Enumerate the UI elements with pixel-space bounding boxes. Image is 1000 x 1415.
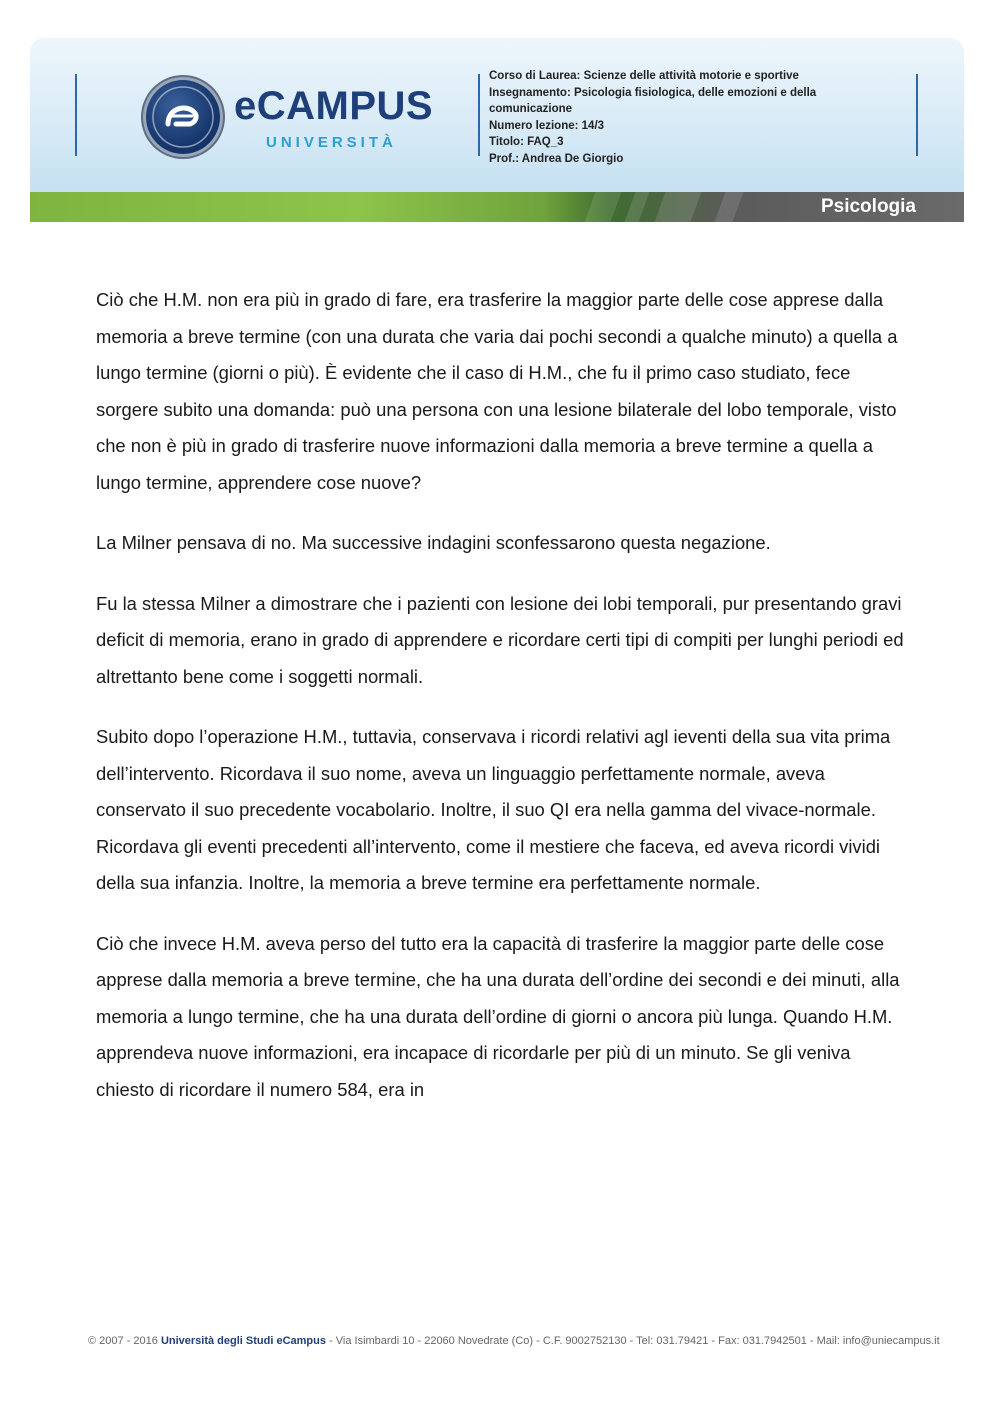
lesson-number: Numero lezione: 14/3	[489, 119, 605, 132]
footer-details: - Via Isimbardi 10 - 22060 Novedrate (Co) - C.F. 9002752130 - Tel: 031.79421 - Fax: 031.7942501 - Mail: info@uniecampus.it	[325, 1335, 940, 1347]
course-subject-continued: comunicazione	[489, 103, 573, 116]
paragraph: Ciò che invece H.M. aveva perso del tutto era la capacità di trasferire la maggior parte delle cose apprese dalla memoria a breve termine, che ha una durata dell’ordine dei secondi e dei minuti, alla memoria a lungo termine, che ha una durata dell’ordine di giorni o ancora più lunga. Quando H.M. apprendeva nuove informazioni, era incapace di ricordarle per più di un minuto. Se gli veniva chiesto di ricordare il numero 584, era in	[96, 932, 900, 1100]
course-info	[489, 68, 889, 168]
paragraph: Ciò che H.M. non era più in grado di fare, era trasferire la maggior parte delle cose apprese dalla memoria a breve termine (con una durata che varia dai pochi secondi a qualche minuto) a quella a lungo termine (giorni o più). È evidente che il caso di H.M., che fu il primo caso studiato, fece sorgere subito una domanda: può una persona con una lesione bilaterale del lobo temporale, visto che non è più in grado di trasferire nuove informazioni dalla memoria a breve termine a quella a lungo termine, apprendere cose nuove?	[96, 289, 898, 493]
header-divider-left	[75, 74, 77, 156]
logo-subtitle: UNIVERSITÀ	[266, 134, 397, 151]
course-degree: Corso di Laurea: Scienze delle attività motorie e sportive	[489, 70, 799, 82]
subject-banner	[30, 192, 964, 222]
document-header	[30, 38, 964, 222]
lesson-title: Titolo: FAQ_3	[489, 136, 564, 149]
paragraph: Fu la stessa Milner a dimostrare che i pazienti con lesione dei lobi temporali, pur presentando gravi deficit di memoria, erano in grado di apprendere e ricordare certi tipi di compiti per lunghi periodi ed altrettanto bene come i soggetti normali.	[96, 592, 904, 687]
logo-badge-icon	[146, 80, 220, 154]
document-body	[96, 282, 911, 1132]
footer-university: Università degli Studi eCampus	[160, 1335, 326, 1347]
ecampus-logo	[146, 80, 436, 160]
footer-copyright: © 2007 - 2016	[88, 1335, 161, 1347]
logo-title: eCAMPUS	[234, 84, 434, 128]
subject-label: Psicologia	[820, 196, 916, 217]
course-subject: Insegnamento: Psicologia fisiologica, delle emozioni e della	[489, 86, 817, 99]
professor-name: Prof.: Andrea De Giorgio	[489, 152, 624, 165]
paragraph: La Milner pensava di no. Ma successive indagini sconfessarono questa negazione.	[96, 532, 771, 553]
page-footer	[88, 1335, 940, 1347]
header-divider-right	[916, 74, 918, 156]
header-divider-middle	[478, 74, 480, 156]
paragraph: Subito dopo l’operazione H.M., tuttavia, conservava i ricordi relativi agl ieventi della sua vita prima dell’intervento. Ricordava il suo nome, aveva un linguaggio perfettamente normale, aveva conservato il suo precedente vocabolario. Inoltre, il suo QI era nella gamma del vivace-normale. Ricordava gli eventi precedenti all’intervento, come il mestiere che faceva, ed aveva ricordi vividi della sua infanzia. Inoltre, la memoria a breve termine era perfettamente normale.	[96, 726, 891, 893]
